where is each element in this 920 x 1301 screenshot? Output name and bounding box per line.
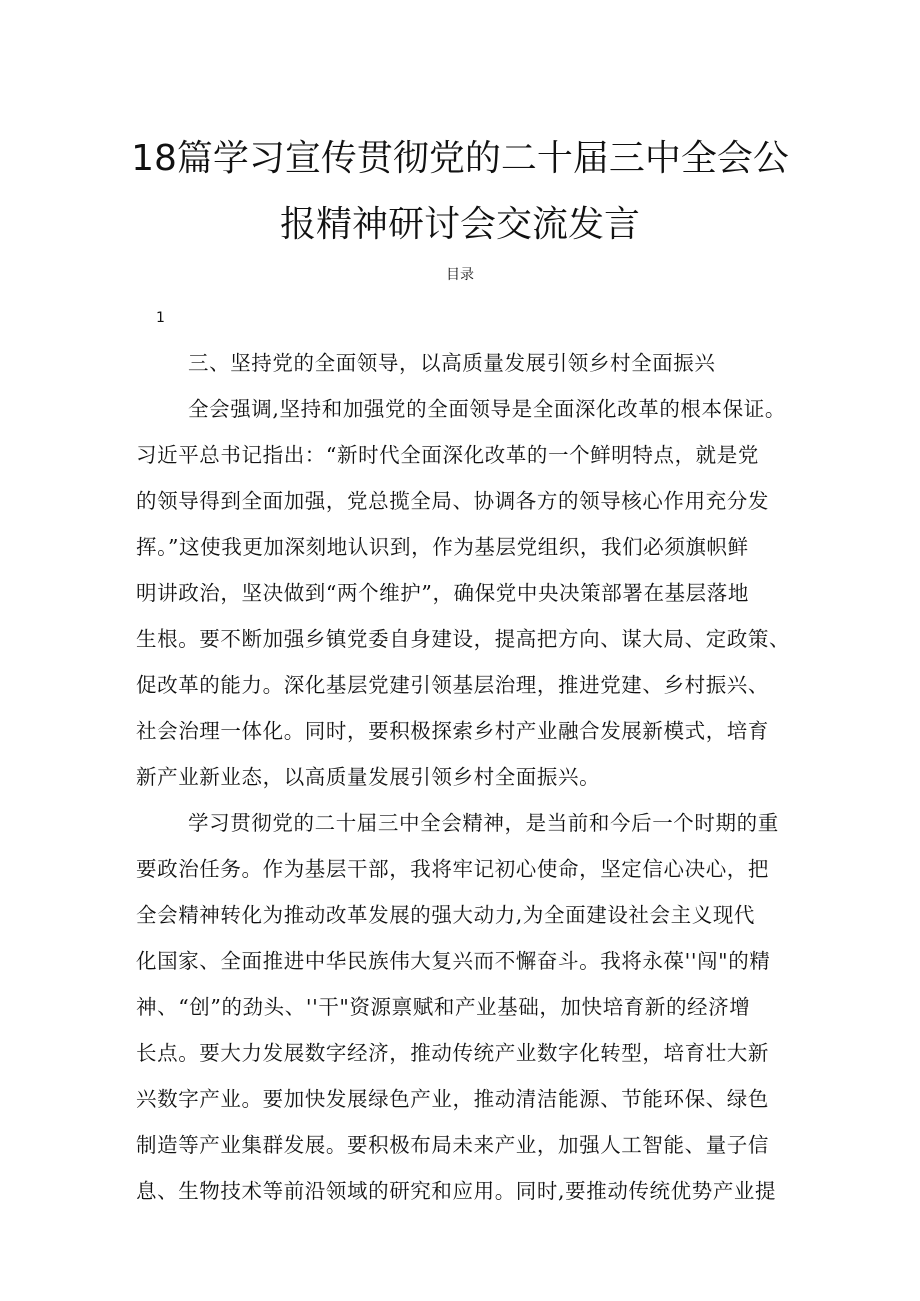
body-line: 挥。”这使我更加深刻地认识到，作为基层党组织，我们必须旗帜鲜 xyxy=(136,535,749,559)
body-line: 生根。要不断加强乡镇党委自身建设，提高把方向、谋大局、定政策、 xyxy=(136,627,791,651)
toc-label: 目录 xyxy=(446,267,474,283)
document-title-line-1: 18篇学习宣传贯彻党的二十届三中全会公 xyxy=(131,138,789,179)
body-line: 息、生物技术等前沿领域的研究和应用。同时,要推动传统优势产业提 xyxy=(136,1179,777,1203)
body-line: 全会精神转化为推动改革发展的强大动力,为全面建设社会主义现代 xyxy=(136,903,756,927)
body-line: 兴数字产业。要加快发展绿色产业，推动清洁能源、节能环保、绿色 xyxy=(136,1087,769,1111)
document-title-line-2: 报精神研讨会交流发言 xyxy=(279,204,640,245)
body-line: 要政治任务。作为基层干部，我将牢记初心使命，坚定信心决心，把 xyxy=(136,857,769,881)
body-line: 明讲政治，坚决做到“两个维护”，确保党中央决策部署在基层落地 xyxy=(136,581,749,605)
body-line: 新产业新业态，以高质量发展引领乡村全面振兴。 xyxy=(136,765,601,789)
body-line: 化国家、全面推进中华民族伟大复兴而不懈奋斗。我将永葆''闯"的精 xyxy=(136,949,771,973)
body-line: 社会治理一体化。同时，要积极探索乡村产业融合发展新模式，培育 xyxy=(136,719,769,743)
body-line: 习近平总书记指出：“新时代全面深化改革的一个鲜明特点，就是党 xyxy=(136,443,759,467)
body-line: 制造等产业集群发展。要积极布局未来产业，加强人工智能、量子信 xyxy=(136,1133,769,1157)
body-line: 全会强调,坚持和加强党的全面领导是全面深化改革的根本保证。 xyxy=(188,397,786,421)
toc-number: 1 xyxy=(156,310,165,326)
body-line: 促改革的能力。深化基层党建引领基层治理，推进党建、乡村振兴、 xyxy=(136,673,769,697)
body-line: 神、“创”的劲头、''干"资源禀赋和产业基础，加快培育新的经济增 xyxy=(136,995,751,1019)
body-line: 长点。要大力发展数字经济，推动传统产业数字化转型，培育壮大新 xyxy=(136,1041,769,1065)
body-line: 的领导得到全面加强，党总揽全局、协调各方的领导核心作用充分发 xyxy=(136,489,769,513)
section-heading: 三、坚持党的全面领导，以高质量发展引领乡村全面振兴 xyxy=(188,351,716,375)
body-line: 学习贯彻党的二十届三中全会精神，是当前和今后一个时期的重 xyxy=(188,811,779,835)
